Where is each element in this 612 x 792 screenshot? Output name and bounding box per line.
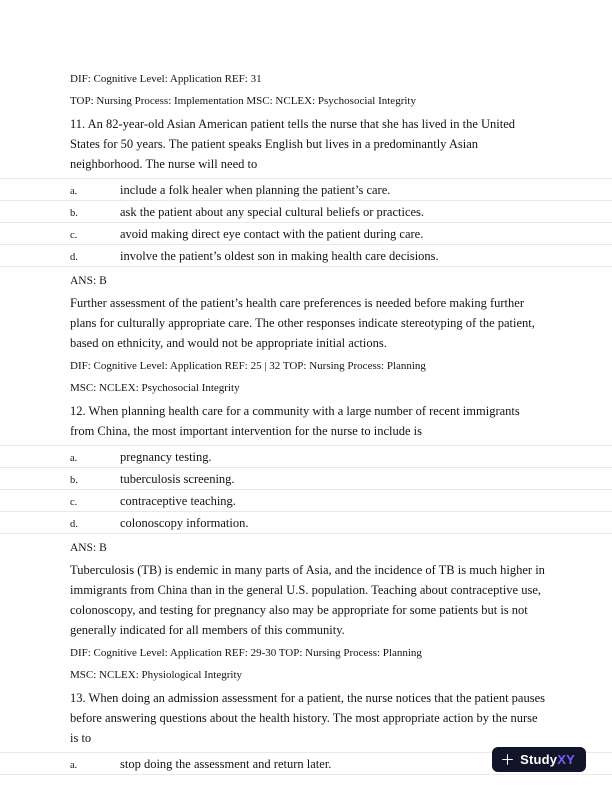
option-row bbox=[0, 512, 612, 534]
question-12 bbox=[70, 401, 546, 685]
option-text: include a folk healer when planning the patient’s care. bbox=[120, 182, 391, 197]
plus-icon bbox=[501, 753, 514, 766]
options-list bbox=[0, 178, 612, 267]
rationale-text: Further assessment of the patient’s health care preferences is needed before making further plans for culturally appropriate care. The other responses indicate stereotyping of the patient, based on ethnicity, and would not be appropriate initial actions. bbox=[70, 296, 535, 350]
option-row bbox=[0, 245, 612, 267]
option-letter: d. bbox=[70, 518, 78, 530]
dif-line: DIF: Cognitive Level: Application REF: 31 bbox=[70, 73, 262, 85]
option-text: involve the patient’s oldest son in making health care decisions. bbox=[120, 248, 439, 263]
brand-text bbox=[520, 752, 575, 767]
answer-line: ANS: B bbox=[70, 275, 107, 287]
brand-xy: XY bbox=[557, 752, 575, 767]
option-text: colonoscopy information. bbox=[120, 515, 249, 530]
option-row bbox=[0, 201, 612, 223]
dif-line: DIF: Cognitive Level: Application REF: 25 | 32 TOP: Nursing Process: Planning bbox=[70, 360, 426, 372]
option-letter: c. bbox=[70, 496, 78, 508]
msc-line: MSC: NCLEX: Physiological Integrity bbox=[70, 669, 243, 681]
rationale-text: Tuberculosis (TB) is endemic in many parts of Asia, and the incidence of TB is much higher in immigrants from China than in the general U.S. population. Teaching about contraceptive use, colonoscopy, and testing for pregnancy also may be appropriate for some patients but is not generally indicated for all members of this community. bbox=[70, 563, 545, 637]
option-text: stop doing the assessment and return later. bbox=[120, 756, 332, 771]
question-stem: 12. When planning health care for a community with a large number of recent immigrants from China, the most important intervention for the nurse to include is bbox=[70, 404, 520, 438]
option-row bbox=[0, 223, 612, 245]
option-letter: a. bbox=[70, 452, 78, 464]
msc-line: MSC: NCLEX: Psychosocial Integrity bbox=[70, 382, 240, 394]
option-row bbox=[0, 179, 612, 201]
option-text: contraceptive teaching. bbox=[120, 493, 236, 508]
dif-line: DIF: Cognitive Level: Application REF: 29-30 TOP: Nursing Process: Planning bbox=[70, 647, 422, 659]
option-text: ask the patient about any special cultural beliefs or practices. bbox=[120, 204, 425, 219]
brand-study: Study bbox=[520, 752, 558, 767]
studyxy-logo bbox=[492, 747, 586, 772]
options-list bbox=[0, 445, 612, 534]
question-13 bbox=[70, 688, 546, 775]
question-stem: 13. When doing an admission assessment for a patient, the nurse notices that the patient pauses before answering questions about the health history. The most appropriate action by the nurse is to bbox=[70, 691, 546, 745]
option-letter: d. bbox=[70, 251, 78, 263]
option-row bbox=[0, 468, 612, 490]
option-letter: b. bbox=[70, 474, 78, 486]
option-letter: c. bbox=[70, 229, 78, 241]
option-letter: a. bbox=[70, 185, 78, 197]
question-stem: 11. An 82-year-old Asian American patient tells the nurse that she has lived in the United States for 50 years. The patient speaks English but lives in a predominantly Asian neighborhood. The nurse will need to bbox=[70, 117, 516, 171]
option-letter: a. bbox=[70, 759, 78, 771]
top-line: TOP: Nursing Process: Implementation MSC: NCLEX: Psychosocial Integrity bbox=[70, 95, 416, 107]
question-11 bbox=[70, 114, 546, 398]
option-text: avoid making direct eye contact with the patient during care. bbox=[120, 226, 424, 241]
option-text: tuberculosis screening. bbox=[120, 471, 235, 486]
option-row bbox=[0, 446, 612, 468]
option-text: pregnancy testing. bbox=[120, 449, 212, 464]
option-row bbox=[0, 490, 612, 512]
option-letter: b. bbox=[70, 207, 78, 219]
answer-line: ANS: B bbox=[70, 542, 107, 554]
